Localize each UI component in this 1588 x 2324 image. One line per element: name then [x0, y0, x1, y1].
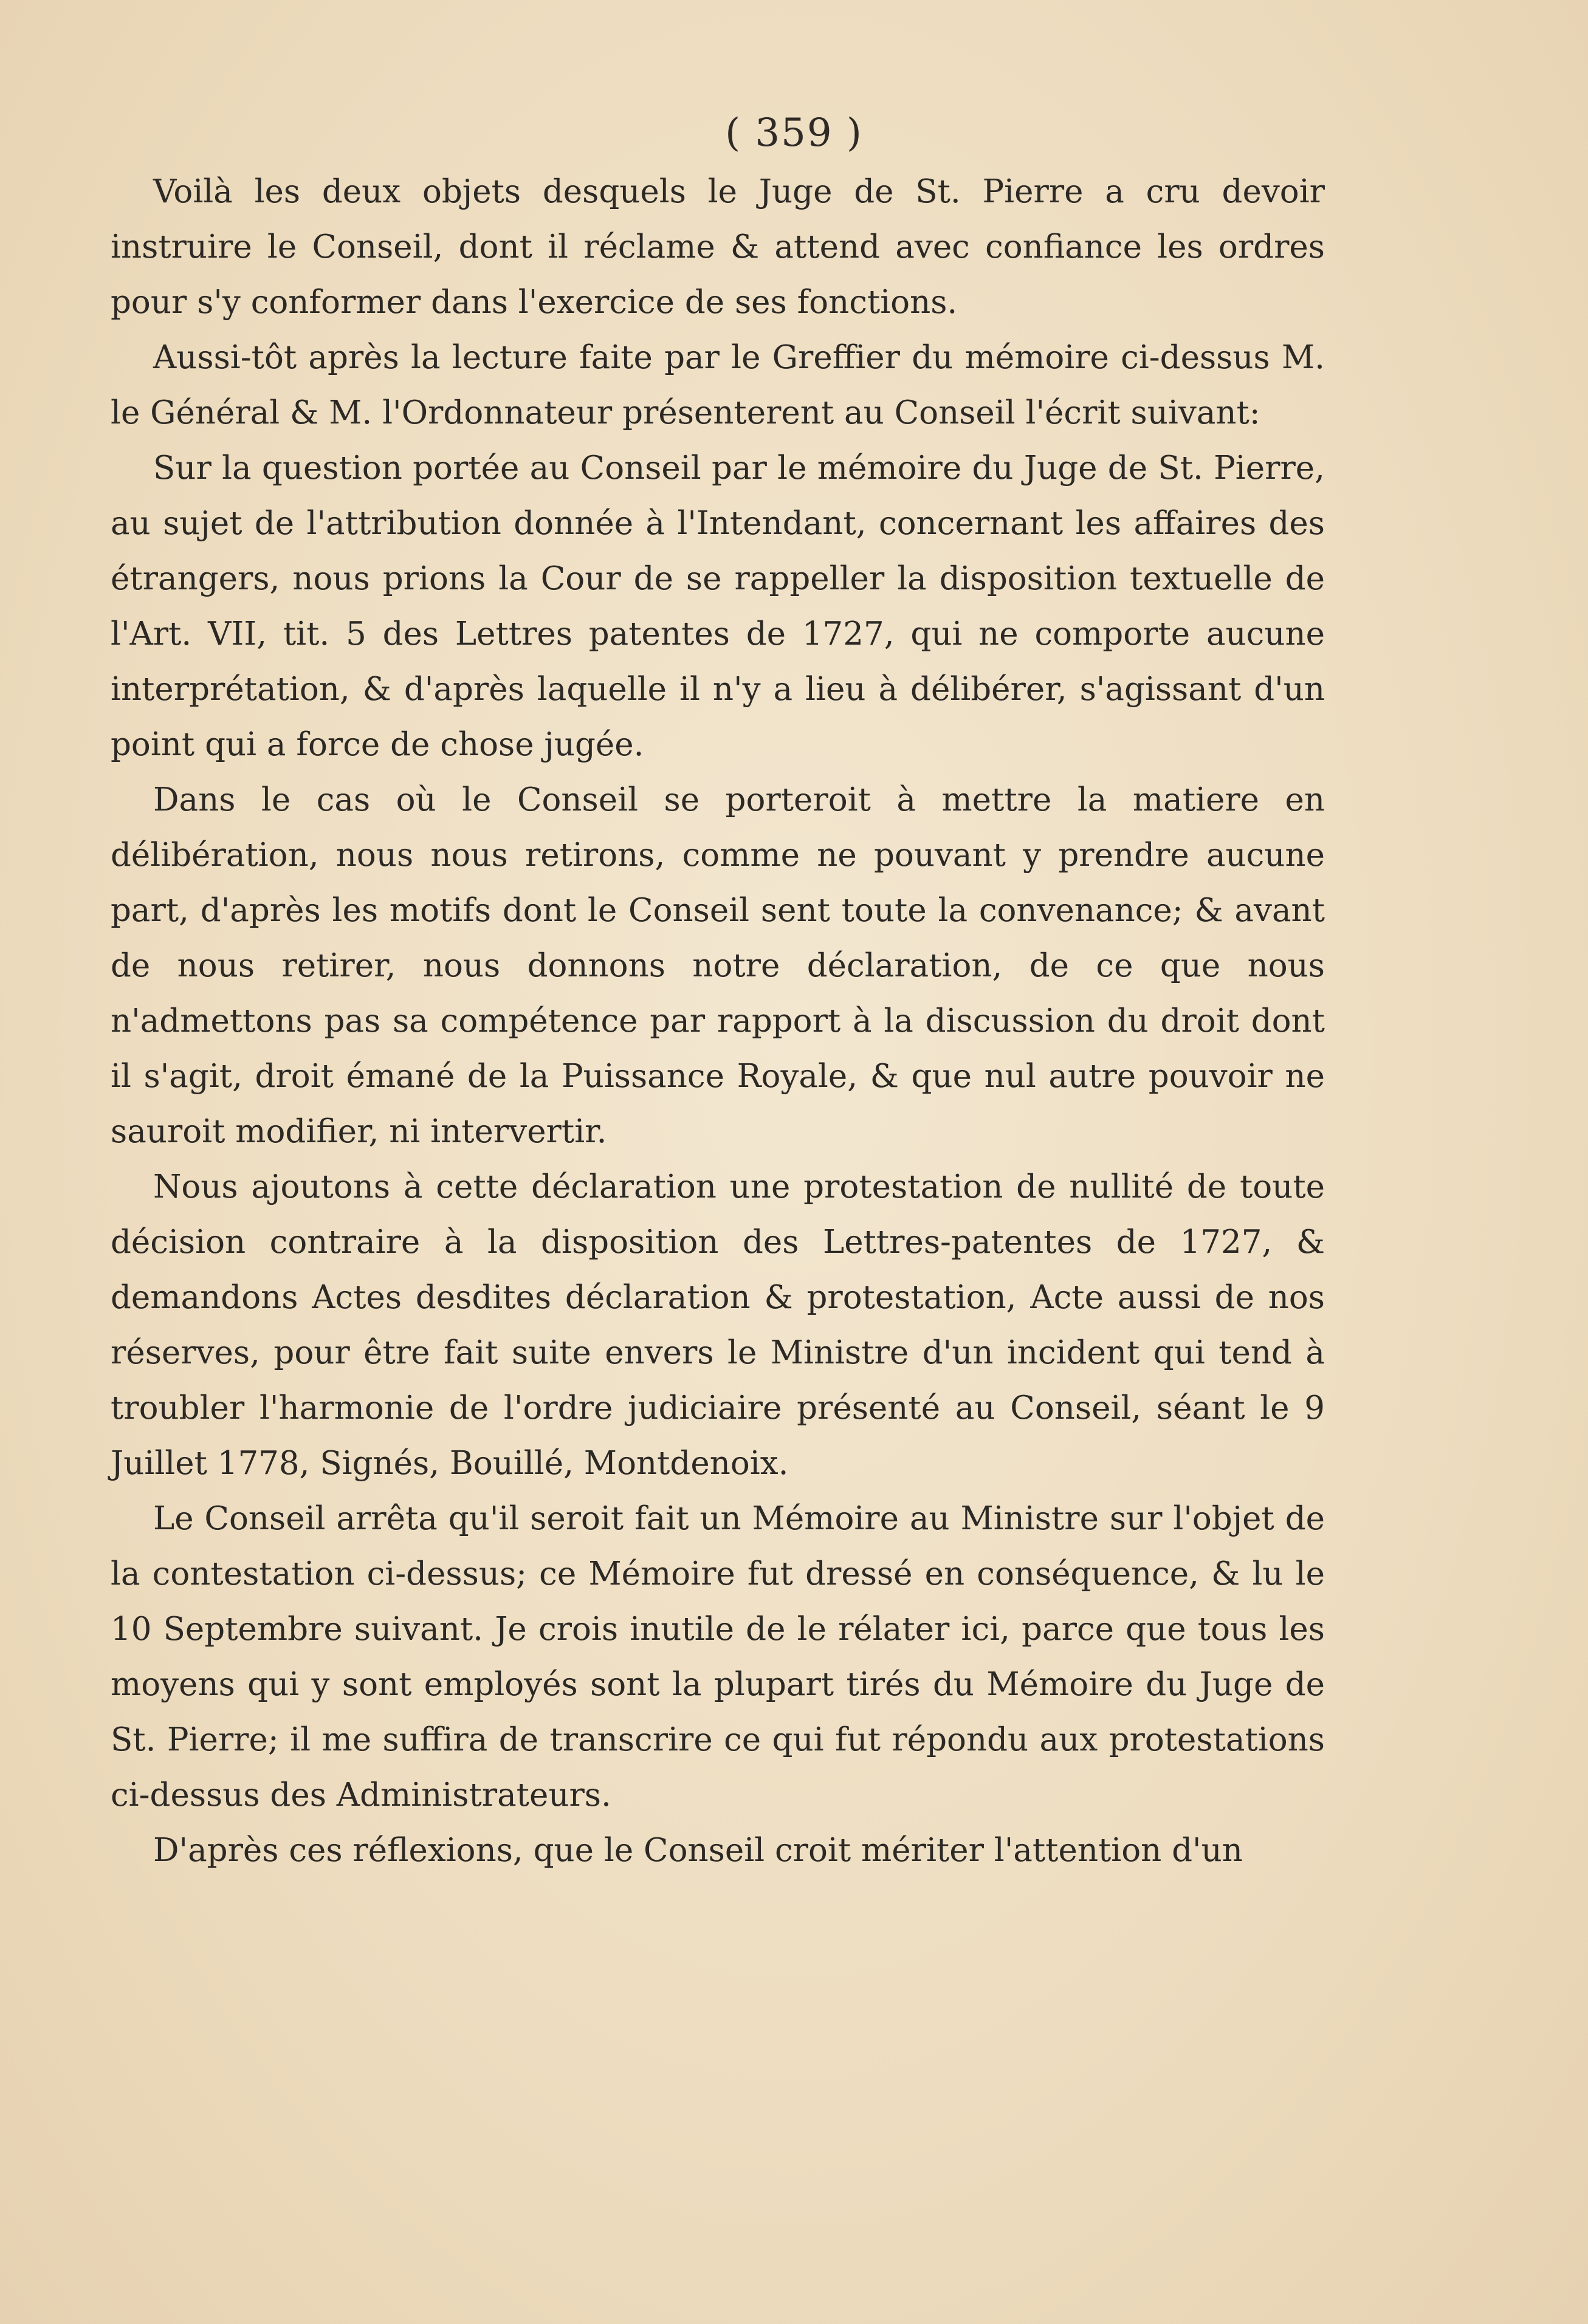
paragraph-1: Voilà les deux objets desquels le Juge de St. Pierre a cru devoir instruire le Conseil, dont il réclame & attend avec confiance les ordres pour s'y conformer dans l'exercice de ses fonctions. — [111, 173, 1325, 321]
paragraph-7: D'après ces réflexions, que le Conseil croit mériter l'attention d'un — [153, 1832, 1243, 1869]
paragraph-4: Dans le cas où le Conseil se porteroit à mettre la matiere en délibération, nous nous retirons, comme ne pouvant y prendre aucune part, d'après les motifs dont le Conseil sent toute la convenance; & avant de nous retirer, nous donnons notre déclaration, de ce que nous n'admettons pas sa compétence par rapport à la discussion du droit dont il s'agit, droit émané de la Puissance Royale, & que nul autre pouvoir ne sauroit modifier, ni intervertir. — [111, 781, 1325, 1150]
paragraph-2: Aussi-tôt après la lecture faite par le Greffier du mémoire ci-dessus M. le Général & M. l'Ordonnateur présenterent au Conseil l'écrit suivant: — [111, 339, 1325, 431]
paragraph-3: Sur la question portée au Conseil par le mémoire du Juge de St. Pierre, au sujet de l'attribution donnée à l'Intendant, concernant les affaires des étrangers, nous prions la Cour de se rappeller la disposition textuelle de l'Art. VII, tit. 5 des Lettres patentes de 1727, qui ne comporte aucune interprétation, & d'après laquelle il n'y a lieu à délibérer, s'agissant d'un point qui a force de chose jugée. — [111, 450, 1325, 763]
page-number: ( 359 ) — [725, 111, 863, 156]
paragraph-5: Nous ajoutons à cette déclaration une protestation de nullité de toute décision contraire à la disposition des Lettres-patentes de 1727, & demandons Actes desdites déclaration & protestation, Acte aussi de nos réserves, pour être fait suite envers le Ministre d'un incident qui tend à troubler l'harmonie de l'ordre judiciaire présenté au Conseil, séant le 9 Juillet 1778, Signés, Bouillé, Montdenoix. — [111, 1168, 1325, 1482]
paragraph-6: Le Conseil arrêta qu'il seroit fait un Mémoire au Ministre sur l'objet de la contestation ci-dessus; ce Mémoire fut dressé en conséquence, & lu le 10 Septembre suivant. Je crois inutile de le rélater ici, parce que tous les moyens qui y sont employés sont la plupart tirés du Mémoire du Juge de St. Pierre; il me suffira de transcrire ce qui fut répondu aux protestations ci-dessus des Administrateurs. — [111, 1500, 1325, 1814]
body-text — [111, 164, 1325, 1878]
